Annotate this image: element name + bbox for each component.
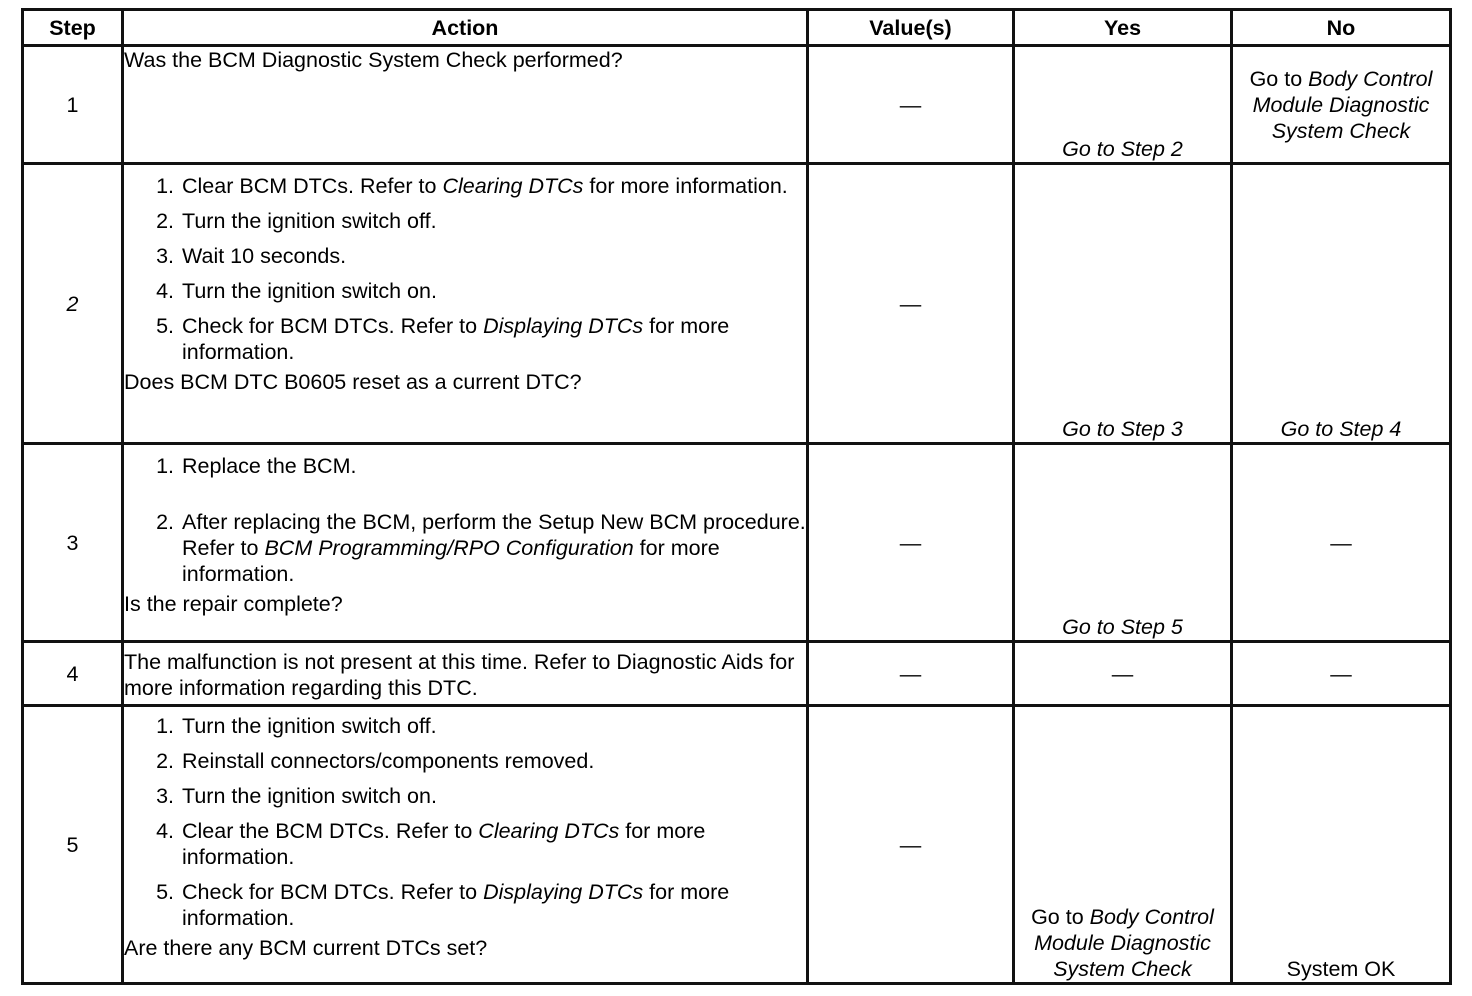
step-number: 5 bbox=[23, 706, 123, 984]
no-link-text: Body Control Module Diagnostic System Check bbox=[1252, 66, 1433, 143]
yes-cell: Go to Step 5 bbox=[1014, 444, 1232, 642]
no-cell: Go to Step 4 bbox=[1232, 164, 1451, 444]
no-prefix: Go to bbox=[1249, 66, 1309, 91]
action-step-item: 1. Replace the BCM. bbox=[180, 453, 806, 479]
table-row bbox=[23, 642, 1451, 706]
header-no: No bbox=[1232, 10, 1451, 46]
action-step-item: 5. Check for BCM DTCs. Refer to Displaying DTCs for more information. bbox=[180, 313, 806, 365]
action-question: Is the repair complete? bbox=[124, 592, 343, 616]
step-number: 3 bbox=[23, 444, 123, 642]
no-cell: — bbox=[1232, 642, 1451, 706]
no-cell: System OK bbox=[1232, 706, 1451, 984]
yes-text: Go to Step 2 bbox=[1062, 137, 1183, 161]
value-cell: — bbox=[808, 642, 1014, 706]
step-number: 2 bbox=[23, 164, 123, 444]
header-yes: Yes bbox=[1014, 10, 1232, 46]
value-cell bbox=[808, 46, 1014, 164]
yes-cell: — bbox=[1014, 642, 1232, 706]
value-cell: — bbox=[808, 444, 1014, 642]
value-cell: — bbox=[808, 706, 1014, 984]
action-step-item: 4. Clear the BCM DTCs. Refer to Clearing DTCs for more information. bbox=[180, 818, 806, 870]
header-values: Value(s) bbox=[808, 10, 1014, 46]
yes-link-text: Body Control Module Diagnostic System Check bbox=[1034, 905, 1214, 981]
action-steps bbox=[124, 173, 806, 365]
table-row bbox=[23, 164, 1451, 444]
action-cell bbox=[123, 444, 808, 642]
value-text: — bbox=[899, 92, 922, 117]
action-text: The malfunction is not present at this time. Refer to Diagnostic Aids for more information regarding this DTC. bbox=[124, 649, 795, 700]
action-step-item: 2. After replacing the BCM, perform the Setup New BCM procedure. Refer to BCM Programming/RPO Configuration for more information. bbox=[180, 509, 806, 587]
action-question: Are there any BCM current DTCs set? bbox=[124, 936, 488, 960]
no-cell bbox=[1232, 46, 1451, 164]
step-number: 4 bbox=[23, 642, 123, 706]
yes-cell bbox=[1014, 706, 1232, 984]
value-cell: — bbox=[808, 164, 1014, 444]
action-step-item: 1. Turn the ignition switch off. bbox=[180, 713, 806, 739]
table-row bbox=[23, 46, 1451, 164]
action-step-item: 5. Check for BCM DTCs. Refer to Displaying DTCs for more information. bbox=[180, 879, 806, 931]
table-row bbox=[23, 706, 1451, 984]
action-step-item: 2. Turn the ignition switch off. bbox=[180, 208, 806, 234]
action-step-item: 2. Reinstall connectors/components removed. bbox=[180, 748, 806, 774]
action-question: Does BCM DTC B0605 reset as a current DTC? bbox=[124, 370, 582, 394]
header-step: Step bbox=[23, 10, 123, 46]
no-cell: — bbox=[1232, 444, 1451, 642]
step-number: 1 bbox=[23, 46, 123, 164]
yes-cell bbox=[1014, 46, 1232, 164]
diagnostic-table bbox=[21, 8, 1452, 985]
action-cell bbox=[123, 706, 808, 984]
action-steps bbox=[124, 453, 806, 587]
action-cell bbox=[123, 164, 808, 444]
action-cell bbox=[123, 46, 808, 164]
action-step-item: 1. Clear BCM DTCs. Refer to Clearing DTCs for more information. bbox=[180, 173, 806, 199]
yes-cell: Go to Step 3 bbox=[1014, 164, 1232, 444]
action-question: Was the BCM Diagnostic System Check performed? bbox=[124, 48, 623, 72]
header-action: Action bbox=[123, 10, 808, 46]
table-row bbox=[23, 444, 1451, 642]
header-row bbox=[23, 10, 1451, 46]
action-step-item: 4. Turn the ignition switch on. bbox=[180, 278, 806, 304]
action-cell bbox=[123, 642, 808, 706]
action-step-item: 3. Turn the ignition switch on. bbox=[180, 783, 806, 809]
action-steps bbox=[124, 713, 806, 931]
action-step-item: 3. Wait 10 seconds. bbox=[180, 243, 806, 269]
yes-prefix: Go to bbox=[1031, 905, 1090, 929]
